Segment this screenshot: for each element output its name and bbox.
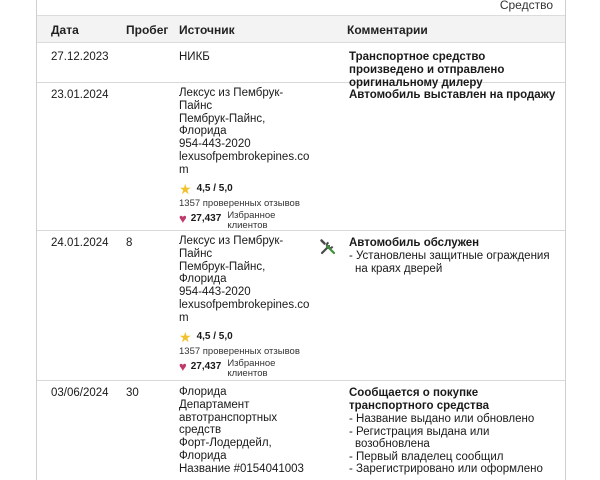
row-date: 23.01.2024 <box>51 89 109 101</box>
comment-title: Сообщается о покупке транспортного средства <box>349 387 490 412</box>
favorite-label: Избранное клиентов <box>227 357 276 380</box>
row-miles: 8 <box>126 237 133 249</box>
rating-value: 4,5 / 5,0 <box>196 183 233 195</box>
header-comments: Комментарии <box>347 23 428 37</box>
list-item: - Установлены защитные ограждения на краях дверей <box>349 250 550 275</box>
table-row <box>37 43 565 89</box>
row-source-block <box>179 235 319 380</box>
star-icon: ★ <box>179 328 192 345</box>
dealer-info: Лексус из Пембрук- Пайнс Пембрук-Пайнс, Флорида 954-443-2020 lexusofpembrokepines.co m <box>179 235 310 324</box>
row-source: НИКБ <box>179 51 210 63</box>
favorite-count: 27,437 <box>190 360 222 372</box>
favorite-label: Избранное клиентов <box>227 209 276 232</box>
list-item: - Регистрация выдана или возобновлена <box>349 425 490 450</box>
heart-icon: ♥ <box>179 358 187 374</box>
table-row <box>37 83 565 231</box>
rating-value: 4,5 / 5,0 <box>196 331 233 343</box>
header-miles: Пробег <box>126 23 169 37</box>
reviews-count: 1357 проверенных отзывов <box>179 345 300 357</box>
comment-title: Транспортное средство произведено и отправлено оригинальному дилеру <box>349 51 505 89</box>
row-source-block <box>179 87 319 232</box>
row-source-block <box>179 386 339 476</box>
list-item: - Зарегистрировано или оформлено <box>349 463 543 475</box>
favorite-badge <box>179 211 319 232</box>
vehicle-history-table <box>36 0 566 480</box>
favorite-count: 27,437 <box>190 212 222 224</box>
comment-list <box>349 250 559 275</box>
table-row <box>37 231 565 381</box>
top-note: Средство <box>499 0 553 12</box>
table-row <box>37 381 565 480</box>
reviews-count: 1357 проверенных отзывов <box>179 197 300 209</box>
comment-title: Автомобиль выставлен на продажу <box>349 89 556 101</box>
row-date: 27.12.2023 <box>51 51 109 63</box>
list-item: - Название выдано или обновлено <box>349 413 535 425</box>
header-source: Источник <box>179 23 235 37</box>
row-miles: 30 <box>126 387 139 399</box>
comment-list <box>349 413 559 476</box>
row-date: 03/06/2024 <box>51 387 109 399</box>
table-header <box>37 15 565 43</box>
list-item: - Первый владелец сообщил <box>349 450 504 463</box>
favorite-badge <box>179 359 319 380</box>
star-icon: ★ <box>179 180 192 197</box>
row-date: 24.01.2024 <box>51 237 109 249</box>
header-date: Дата <box>51 23 79 37</box>
heart-icon: ♥ <box>179 210 187 226</box>
dmv-info: Флорида Департамент автотранспортных средств Форт-Лодердейл, Флорида Название #0154041003 <box>179 386 304 475</box>
dealer-rating <box>179 182 319 196</box>
dealer-info: Лексус из Пембрук- Пайнс Пембрук-Пайнс, Флорида 954-443-2020 lexusofpembrokepines.co m <box>179 87 310 176</box>
comment-title: Автомобиль обслужен <box>349 237 480 249</box>
tools-icon <box>319 238 337 256</box>
dealer-rating <box>179 330 319 344</box>
